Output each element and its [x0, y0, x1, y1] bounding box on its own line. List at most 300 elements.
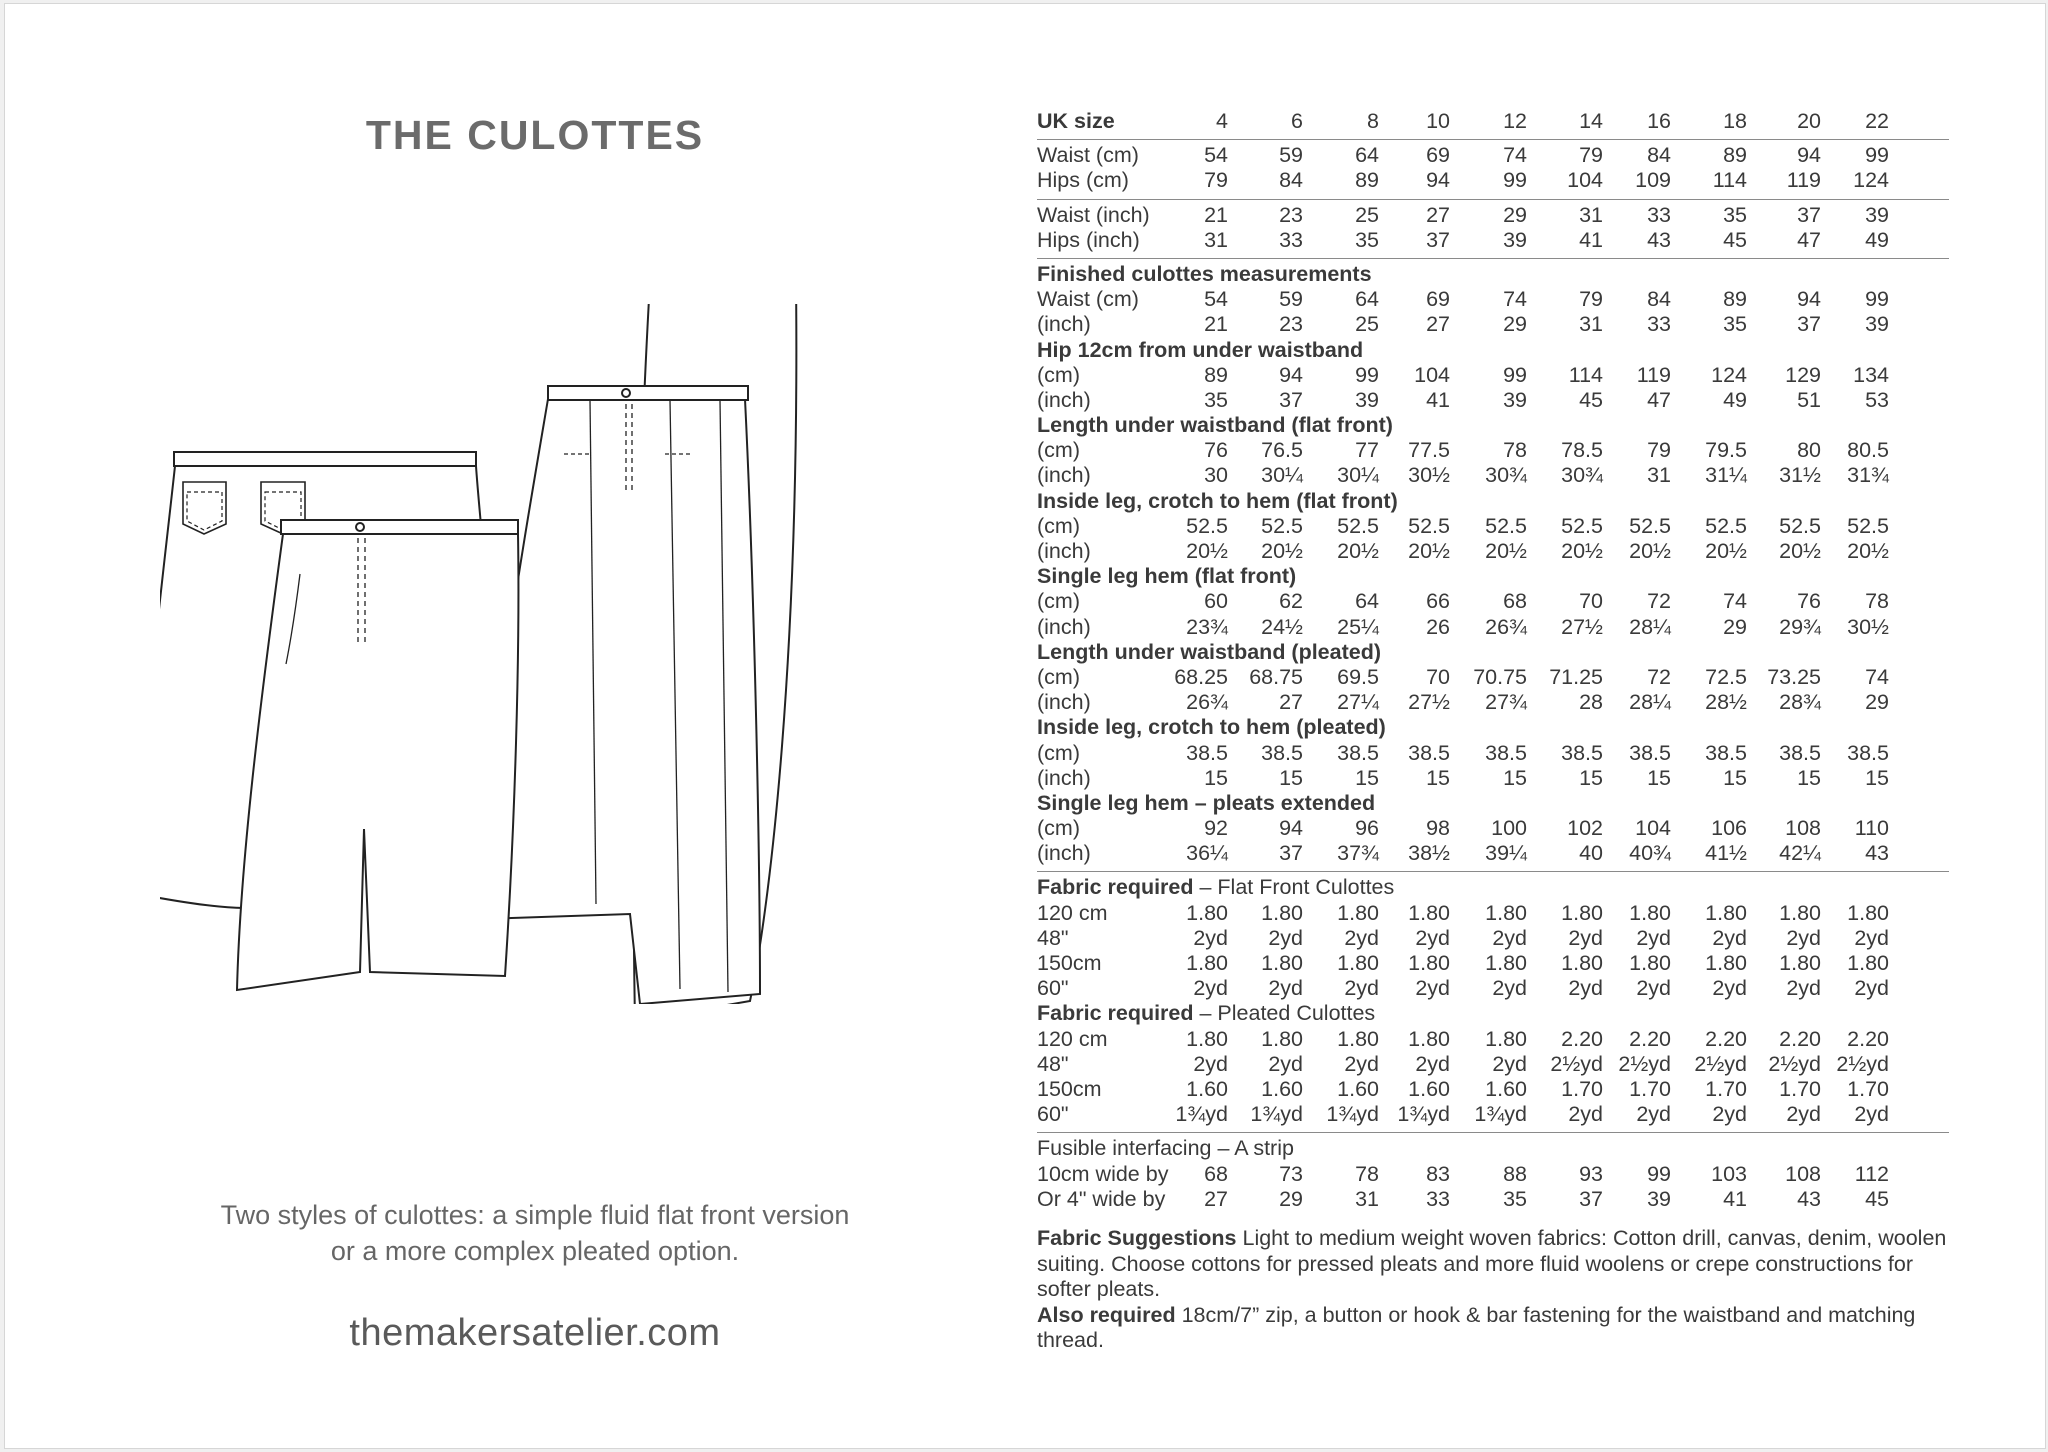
table-cell: 15	[1579, 765, 1603, 790]
table-row	[1037, 539, 1949, 564]
table-row	[1037, 1077, 1949, 1102]
table-cell: 1.70	[1705, 1076, 1747, 1101]
row-label: (inch)	[1037, 312, 1091, 337]
table-row	[1037, 1136, 1949, 1161]
table-cell: 94	[1279, 362, 1303, 387]
row-label: Hip 12cm from under waistband	[1037, 337, 1364, 362]
table-cell: 38½	[1408, 841, 1450, 866]
table-cell: 1.70	[1847, 1076, 1889, 1101]
table-cell: 79.5	[1705, 438, 1747, 463]
row-label: (inch)	[1037, 387, 1091, 412]
table-cell: 1.80	[1705, 951, 1747, 975]
table-row	[1037, 1162, 1949, 1187]
table-row	[1037, 463, 1949, 488]
table-cell: 71.25	[1549, 664, 1603, 689]
table-cell: 84	[1647, 287, 1671, 312]
table-cell: 100	[1491, 816, 1527, 841]
table-cell: 78	[1355, 1161, 1379, 1186]
table-cell: 23	[1279, 202, 1303, 227]
table-cell: 2yd	[1712, 925, 1747, 950]
table-cell: 1.70	[1779, 1076, 1821, 1101]
row-label: Finished culottes measurements	[1037, 261, 1372, 286]
row-label: 48"	[1037, 1051, 1069, 1076]
table-cell: 93	[1579, 1161, 1603, 1186]
table-cell: 33	[1426, 1186, 1450, 1211]
row-label: Or 4" wide by	[1037, 1186, 1166, 1211]
table-cell: 94	[1426, 168, 1450, 193]
table-cell: 39	[1503, 227, 1527, 252]
table-cell: 2yd	[1492, 976, 1527, 1001]
table-cell: 89	[1355, 168, 1379, 193]
table-cell: 38.5	[1261, 740, 1303, 765]
table-cell: 26¾	[1485, 614, 1527, 639]
table-cell: 38.5	[1705, 740, 1747, 765]
culottes-illustration	[160, 304, 940, 1004]
table-cell: 41	[1426, 387, 1450, 412]
table-cell: 30¼	[1261, 463, 1303, 488]
table-cell: 62	[1279, 589, 1303, 614]
table-cell: 30¼	[1337, 463, 1379, 488]
table-cell: 73.25	[1767, 664, 1821, 689]
row-label: Hips (inch)	[1037, 227, 1140, 252]
table-cell: 1.80	[1485, 951, 1527, 975]
table-cell: 49	[1723, 387, 1747, 412]
table-cell: 52.5	[1629, 513, 1671, 538]
table-cell: 27	[1426, 202, 1450, 227]
table-cell: 99	[1647, 1161, 1671, 1186]
table-cell: 52.5	[1408, 513, 1450, 538]
table-cell: 38.5	[1485, 740, 1527, 765]
table-row	[1037, 228, 1949, 253]
table-cell: 124	[1711, 362, 1747, 387]
table-cell: 79	[1579, 287, 1603, 312]
table-cell: 27	[1279, 690, 1303, 715]
table-cell: 2yd	[1344, 1051, 1379, 1076]
table-cell: 104	[1414, 362, 1450, 387]
table-cell: 114	[1712, 168, 1747, 193]
table-cell: 10	[1426, 109, 1450, 133]
table-cell: 18	[1723, 109, 1747, 133]
table-cell: 25¼	[1337, 614, 1379, 639]
table-cell: 98	[1426, 816, 1450, 841]
table-cell: 20½	[1186, 539, 1228, 563]
table-cell: 1.80	[1408, 951, 1450, 975]
table-row	[1037, 564, 1949, 589]
table-cell: 2yd	[1786, 925, 1821, 950]
table-row	[1037, 109, 1949, 134]
row-label: 120 cm	[1037, 1026, 1108, 1051]
table-cell: 72.5	[1705, 664, 1747, 689]
table-cell: 37	[1797, 312, 1821, 337]
table-cell: 76	[1204, 438, 1228, 463]
table-cell: 99	[1865, 287, 1889, 312]
table-cell: 23	[1279, 312, 1303, 337]
row-label: 48"	[1037, 925, 1069, 950]
table-cell: 2½yd	[1618, 1051, 1671, 1076]
row-label: (cm)	[1037, 816, 1080, 841]
row-label: 120 cm	[1037, 900, 1108, 925]
row-label: UK size	[1037, 109, 1115, 133]
table-cell: 20½	[1629, 539, 1671, 563]
table-row	[1037, 514, 1949, 539]
table-cell: 2yd	[1568, 976, 1603, 1001]
table-cell: 35	[1204, 387, 1228, 412]
row-label: 150cm	[1037, 1076, 1102, 1101]
table-cell: 1.60	[1186, 1076, 1228, 1101]
table-cell: 37	[1279, 841, 1303, 866]
table-cell: 112	[1854, 1161, 1889, 1186]
table-cell: 1.80	[1261, 1026, 1303, 1051]
table-cell: 29	[1723, 614, 1747, 639]
table-cell: 20½	[1705, 539, 1747, 563]
table-cell: 129	[1785, 362, 1821, 387]
table-cell: 28¾	[1779, 690, 1821, 715]
table-cell: 74	[1865, 664, 1889, 689]
table-cell: 1.80	[1847, 900, 1889, 925]
table-cell: 52.5	[1779, 513, 1821, 538]
table-cell: 99	[1503, 362, 1527, 387]
table-cell: 64	[1355, 589, 1379, 614]
table-cell: 92	[1204, 816, 1228, 841]
table-cell: 27¼	[1337, 690, 1379, 715]
table-row	[1037, 976, 1949, 1001]
table-cell: 103	[1711, 1161, 1747, 1186]
table-cell: 52.5	[1485, 513, 1527, 538]
table-separator	[1037, 258, 1949, 259]
row-label: Fabric required – Pleated Culottes	[1037, 1001, 1376, 1026]
table-cell: 37	[1426, 227, 1450, 252]
table-row	[1037, 1187, 1949, 1212]
table-cell: 21	[1204, 312, 1228, 337]
table-cell: 1.80	[1561, 951, 1603, 975]
table-cell: 1¾yd	[1326, 1102, 1379, 1127]
table-cell: 36¼	[1186, 841, 1228, 866]
table-cell: 1.60	[1485, 1076, 1527, 1101]
table-cell: 8	[1367, 109, 1379, 133]
table-row	[1037, 363, 1949, 388]
table-cell: 1.80	[1186, 900, 1228, 925]
table-cell: 99	[1355, 362, 1379, 387]
row-label: Waist (cm)	[1037, 287, 1139, 312]
table-cell: 45	[1865, 1186, 1889, 1211]
table-cell: 77.5	[1408, 438, 1450, 463]
table-cell: 114	[1568, 362, 1603, 387]
table-row	[1037, 1102, 1949, 1127]
table-cell: 68	[1204, 1161, 1228, 1186]
table-cell: 68.75	[1249, 664, 1303, 689]
table-cell: 2.20	[1629, 1026, 1671, 1051]
table-cell: 94	[1797, 143, 1821, 168]
table-cell: 66	[1426, 589, 1450, 614]
table-cell: 96	[1355, 816, 1379, 841]
table-cell: 59	[1279, 287, 1303, 312]
table-row	[1037, 951, 1949, 976]
table-cell: 1.80	[1337, 900, 1379, 925]
table-cell: 78	[1865, 589, 1889, 614]
table-cell: 39	[1865, 312, 1889, 337]
table-cell: 119	[1786, 168, 1821, 193]
table-cell: 2yd	[1193, 976, 1228, 1001]
table-cell: 21	[1204, 202, 1228, 227]
row-label: Inside leg, crotch to hem (flat front)	[1037, 488, 1398, 513]
table-cell: 29¾	[1779, 614, 1821, 639]
table-cell: 2yd	[1268, 976, 1303, 1001]
table-row	[1037, 287, 1949, 312]
table-row	[1037, 640, 1949, 665]
table-cell: 20½	[1261, 539, 1303, 563]
table-cell: 99	[1865, 143, 1889, 168]
table-cell: 38.5	[1561, 740, 1603, 765]
table-cell: 38.5	[1629, 740, 1671, 765]
table-cell: 25	[1355, 312, 1379, 337]
table-cell: 28¼	[1629, 614, 1671, 639]
table-row	[1037, 1027, 1949, 1052]
table-row	[1037, 312, 1949, 337]
table-cell: 2yd	[1786, 976, 1821, 1001]
caption	[5, 1197, 1065, 1269]
table-cell: 41½	[1705, 841, 1747, 866]
table-cell: 102	[1567, 816, 1603, 841]
table-cell: 35	[1723, 202, 1747, 227]
table-cell: 68	[1503, 589, 1527, 614]
row-label: 150cm	[1037, 951, 1102, 975]
table-row	[1037, 875, 1949, 900]
fabric-suggestions-label: Fabric Suggestions	[1037, 1226, 1237, 1250]
table-cell: 1.80	[1186, 951, 1228, 975]
table-cell: 6	[1291, 109, 1303, 133]
table-cell: 2yd	[1193, 1051, 1228, 1076]
row-label: 60"	[1037, 1102, 1069, 1127]
table-cell: 74	[1503, 287, 1527, 312]
table-cell: 80	[1797, 438, 1821, 463]
table-cell: 49	[1865, 227, 1889, 252]
table-cell: 47	[1647, 387, 1671, 412]
table-cell: 2yd	[1415, 976, 1450, 1001]
table-cell: 1.80	[1261, 900, 1303, 925]
table-cell: 1.80	[1337, 951, 1379, 975]
table-cell: 1¾yd	[1474, 1102, 1527, 1127]
table-cell: 54	[1204, 143, 1228, 168]
table-cell: 38.5	[1337, 740, 1379, 765]
table-cell: 110	[1854, 816, 1889, 841]
table-cell: 83	[1426, 1161, 1450, 1186]
table-cell: 20½	[1779, 539, 1821, 563]
table-cell: 2½yd	[1694, 1051, 1747, 1076]
table-cell: 52.5	[1561, 513, 1603, 538]
table-cell: 79	[1204, 168, 1228, 193]
row-label: Hips (cm)	[1037, 168, 1129, 193]
table-cell: 35	[1355, 227, 1379, 252]
table-cell: 30½	[1408, 463, 1450, 488]
table-cell: 2.20	[1561, 1026, 1603, 1051]
table-row	[1037, 413, 1949, 438]
website-url[interactable]: themakersatelier.com	[349, 1312, 721, 1354]
table-cell: 14	[1579, 109, 1603, 133]
table-cell: 70.75	[1473, 664, 1527, 689]
table-cell: 26¾	[1186, 690, 1228, 715]
table-cell: 1.80	[1485, 1026, 1527, 1051]
row-label: Single leg hem (flat front)	[1037, 564, 1297, 589]
also-required-label: Also required	[1037, 1302, 1176, 1327]
table-separator	[1037, 1132, 1949, 1133]
also-required-text: 18cm/7” zip, a button or hook & bar fastening for the waistband and matching thread.	[1037, 1302, 1916, 1352]
table-cell: 2yd	[1344, 976, 1379, 1001]
table-row	[1037, 388, 1949, 413]
row-label: (cm)	[1037, 362, 1080, 387]
table-cell: 45	[1723, 227, 1747, 252]
table-cell: 1.60	[1408, 1076, 1450, 1101]
table-row	[1037, 741, 1949, 766]
table-cell: 134	[1853, 362, 1889, 387]
table-cell: 104	[1567, 168, 1603, 193]
table-cell: 2yd	[1415, 925, 1450, 950]
table-cell: 2½yd	[1550, 1051, 1603, 1076]
row-label: Waist (cm)	[1037, 143, 1139, 168]
table-cell: 15	[1647, 765, 1671, 790]
table-cell: 64	[1355, 287, 1379, 312]
table-cell: 1.60	[1337, 1076, 1379, 1101]
table-cell: 39	[1503, 387, 1527, 412]
table-row	[1037, 438, 1949, 463]
table-cell: 27	[1204, 1186, 1228, 1211]
row-label: Single leg hem – pleats extended	[1037, 790, 1376, 815]
table-cell: 1.80	[1408, 900, 1450, 925]
table-cell: 38.5	[1186, 740, 1228, 765]
table-cell: 2yd	[1193, 925, 1228, 950]
table-cell: 2yd	[1268, 1051, 1303, 1076]
table-cell: 2yd	[1786, 1102, 1821, 1127]
table-cell: 35	[1723, 312, 1747, 337]
table-cell: 2yd	[1268, 925, 1303, 950]
row-label: (cm)	[1037, 740, 1080, 765]
table-row	[1037, 690, 1949, 715]
table-cell: 39	[1355, 387, 1379, 412]
table-cell: 119	[1636, 362, 1671, 387]
table-cell: 4	[1216, 109, 1228, 133]
table-cell: 88	[1503, 1161, 1527, 1186]
table-cell: 31	[1579, 202, 1603, 227]
page-title: THE CULOTTES	[365, 112, 705, 158]
row-label: Waist (inch)	[1037, 202, 1150, 227]
table-separator	[1037, 199, 1949, 200]
row-label: Length under waistband (pleated)	[1037, 639, 1382, 664]
table-cell: 99	[1503, 168, 1527, 193]
row-label: Fabric required – Flat Front Culottes	[1037, 875, 1395, 900]
table-cell: 124	[1853, 168, 1889, 193]
table-cell: 1¾yd	[1397, 1102, 1450, 1127]
table-cell: 1.80	[1561, 900, 1603, 925]
table-cell: 69	[1426, 287, 1450, 312]
table-cell: 26	[1426, 614, 1450, 639]
table-cell: 16	[1647, 109, 1671, 133]
row-label: 60"	[1037, 976, 1069, 1001]
table-cell: 41	[1579, 227, 1603, 252]
caption-line-1: Two styles of culottes: a simple fluid flat front version	[220, 1200, 850, 1230]
table-cell: 31	[1579, 312, 1603, 337]
table-row	[1037, 1052, 1949, 1077]
table-cell: 20½	[1408, 539, 1450, 563]
table-cell: 2yd	[1854, 976, 1889, 1001]
table-cell: 45	[1579, 387, 1603, 412]
table-cell: 76.5	[1261, 438, 1303, 463]
table-cell: 73	[1279, 1161, 1303, 1186]
table-cell: 39	[1865, 202, 1889, 227]
notes	[1037, 1226, 1949, 1354]
table-cell: 31	[1204, 227, 1228, 252]
row-label: (cm)	[1037, 438, 1080, 463]
table-row	[1037, 901, 1949, 926]
table-cell: 20½	[1561, 539, 1603, 563]
table-cell: 77	[1355, 438, 1379, 463]
table-cell: 89	[1204, 362, 1228, 387]
row-label: (inch)	[1037, 463, 1091, 488]
also-required	[1037, 1303, 1949, 1354]
table-cell: 28¼	[1629, 690, 1671, 715]
table-cell: 80.5	[1847, 438, 1889, 463]
table-row	[1037, 841, 1949, 866]
pleated-front-drawing	[480, 386, 760, 1004]
table-cell: 31¾	[1847, 463, 1889, 488]
table-cell: 59	[1279, 143, 1303, 168]
table-cell: 39¼	[1485, 841, 1527, 866]
table-separator	[1037, 139, 1949, 140]
table-cell: 39	[1647, 1186, 1671, 1211]
table-cell: 20½	[1337, 539, 1379, 563]
table-cell: 74	[1723, 589, 1747, 614]
table-cell: 2yd	[1712, 1102, 1747, 1127]
table-cell: 27½	[1561, 614, 1603, 639]
table-cell: 43	[1797, 1186, 1821, 1211]
table-cell: 2½yd	[1836, 1051, 1889, 1076]
table-cell: 1.70	[1561, 1076, 1603, 1101]
table-cell: 2.20	[1779, 1026, 1821, 1051]
table-cell: 15	[1279, 765, 1303, 790]
table-cell: 1.80	[1705, 900, 1747, 925]
table-cell: 52.5	[1847, 513, 1889, 538]
table-cell: 38.5	[1847, 740, 1889, 765]
table-cell: 89	[1723, 287, 1747, 312]
table-cell: 79	[1647, 438, 1671, 463]
table-cell: 33	[1647, 202, 1671, 227]
table-cell: 72	[1647, 589, 1671, 614]
table-cell: 108	[1785, 1161, 1821, 1186]
table-cell: 76	[1797, 589, 1821, 614]
table-cell: 84	[1279, 168, 1303, 193]
table-cell: 53	[1865, 387, 1889, 412]
table-row	[1037, 143, 1949, 168]
table-row	[1037, 766, 1949, 791]
table-cell: 70	[1579, 589, 1603, 614]
table-cell: 64	[1355, 143, 1379, 168]
table-cell: 29	[1279, 1186, 1303, 1211]
table-cell: 25	[1355, 202, 1379, 227]
row-label: (inch)	[1037, 539, 1091, 563]
table-cell: 2.20	[1705, 1026, 1747, 1051]
table-cell: 22	[1865, 109, 1889, 133]
table-cell: 2yd	[1568, 1102, 1603, 1127]
table-cell: 30¾	[1561, 463, 1603, 488]
fabric-suggestions-text: Light to medium weight woven fabrics: Cotton drill, canvas, denim, woolen suiting. Choose cottons for pressed pleats and more fluid woolens or crepe constructions for softer pleats.	[1037, 1226, 1947, 1301]
table-cell: 2yd	[1568, 925, 1603, 950]
table-row	[1037, 203, 1949, 228]
table-cell: 78.5	[1561, 438, 1603, 463]
table-cell: 15	[1723, 765, 1747, 790]
table-cell: 109	[1635, 168, 1671, 193]
table-cell: 60	[1204, 589, 1228, 614]
table-cell: 37¾	[1337, 841, 1379, 866]
row-label: Inside leg, crotch to hem (pleated)	[1037, 715, 1386, 740]
table-cell: 1.60	[1261, 1076, 1303, 1101]
